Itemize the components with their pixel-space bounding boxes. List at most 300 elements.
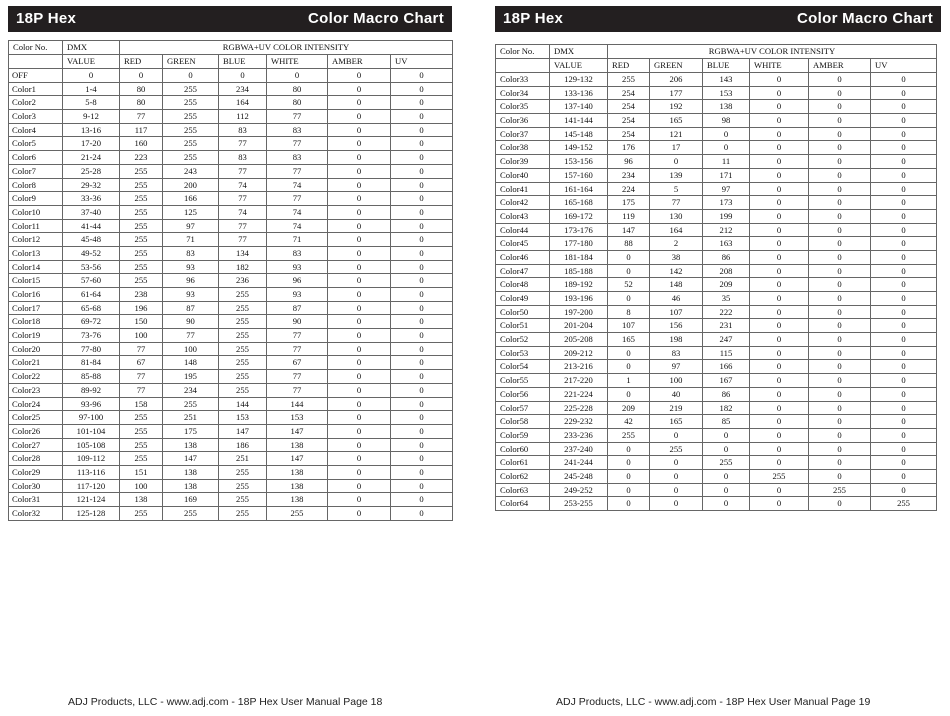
intensity-cell: 0 [871,428,937,442]
intensity-cell: 255 [163,82,219,96]
intensity-cell: 0 [750,346,809,360]
table-row [9,137,453,151]
dmx-range-cell: 57-60 [63,274,120,288]
intensity-cell: 0 [750,497,809,511]
intensity-cell: 0 [328,329,391,343]
color-name-cell: Color27 [9,438,63,452]
color-name-cell: Color47 [496,264,550,278]
intensity-cell: 255 [120,246,163,260]
color-macro-table [495,44,937,511]
intensity-cell: 255 [219,342,267,356]
table-row [9,315,453,329]
intensity-cell: 0 [871,141,937,155]
intensity-cell: 182 [219,260,267,274]
intensity-cell: 0 [750,86,809,100]
intensity-cell: 83 [219,123,267,137]
intensity-cell: 0 [871,114,937,128]
intensity-cell: 0 [391,493,453,507]
table-row [9,69,453,83]
intensity-cell: 0 [750,73,809,87]
color-name-cell: Color30 [9,479,63,493]
intensity-cell: 0 [809,73,871,87]
intensity-cell: 0 [328,465,391,479]
intensity-cell: 0 [328,288,391,302]
table-row [496,387,937,401]
color-name-cell: Color50 [496,305,550,319]
intensity-cell: 255 [219,329,267,343]
intensity-cell: 0 [750,250,809,264]
intensity-cell: 121 [650,127,703,141]
header-value: VALUE [550,59,608,73]
dmx-range-cell: 229-232 [550,415,608,429]
intensity-cell: 0 [328,164,391,178]
intensity-cell: 80 [120,82,163,96]
intensity-cell: 0 [391,383,453,397]
table-row [9,219,453,233]
intensity-cell: 0 [391,465,453,479]
intensity-cell: 0 [391,151,453,165]
intensity-cell: 0 [750,196,809,210]
dmx-range-cell: 45-48 [63,233,120,247]
dmx-range-cell: 29-32 [63,178,120,192]
intensity-cell: 77 [219,233,267,247]
intensity-cell: 255 [120,164,163,178]
table-row [496,346,937,360]
intensity-cell: 107 [650,305,703,319]
intensity-cell: 153 [703,86,750,100]
intensity-cell: 151 [120,465,163,479]
intensity-cell: 97 [650,360,703,374]
intensity-cell: 255 [163,96,219,110]
page-footer: ADJ Products, LLC - www.adj.com - 18P Hex User Manual Page 18 [68,696,383,708]
intensity-cell: 40 [650,387,703,401]
dmx-range-cell: 125-128 [63,507,120,521]
dmx-range-cell: 241-244 [550,456,608,470]
intensity-cell: 0 [391,260,453,274]
intensity-cell: 0 [608,346,650,360]
intensity-cell: 196 [120,301,163,315]
intensity-cell: 77 [219,137,267,151]
table-row [496,415,937,429]
intensity-cell: 138 [163,438,219,452]
intensity-cell: 0 [391,123,453,137]
intensity-cell: 0 [328,356,391,370]
dmx-range-cell: 17-20 [63,137,120,151]
intensity-cell: 192 [650,100,703,114]
section-title: Color Macro Chart [797,10,933,27]
intensity-cell: 0 [809,415,871,429]
header-row [496,45,937,59]
color-name-cell: Color34 [496,86,550,100]
intensity-cell: 96 [163,274,219,288]
table-row [9,96,453,110]
intensity-cell: 83 [267,246,328,260]
intensity-cell: 160 [120,137,163,151]
intensity-cell: 83 [267,123,328,137]
intensity-cell: 164 [219,96,267,110]
dmx-range-cell: 165-168 [550,196,608,210]
intensity-cell: 0 [750,223,809,237]
intensity-cell: 0 [328,397,391,411]
table-row [9,205,453,219]
dmx-range-cell: 13-16 [63,123,120,137]
intensity-cell: 255 [120,507,163,521]
dmx-range-cell: 33-36 [63,192,120,206]
intensity-cell: 0 [809,264,871,278]
intensity-cell: 147 [608,223,650,237]
color-name-cell: Color43 [496,209,550,223]
dmx-range-cell: 153-156 [550,155,608,169]
intensity-cell: 100 [163,342,219,356]
intensity-cell: 0 [750,100,809,114]
intensity-cell: 255 [120,274,163,288]
intensity-cell: 153 [219,411,267,425]
table-row [496,237,937,251]
dmx-range-cell: 145-148 [550,127,608,141]
color-name-cell: Color56 [496,387,550,401]
intensity-cell: 90 [163,315,219,329]
page-banner [495,6,941,32]
dmx-range-cell: 41-44 [63,219,120,233]
intensity-cell: 0 [608,456,650,470]
intensity-cell: 212 [703,223,750,237]
header-white: WHITE [267,55,328,69]
table-row [496,86,937,100]
color-name-cell: Color64 [496,497,550,511]
color-name-cell: Color49 [496,292,550,306]
color-name-cell: Color9 [9,192,63,206]
intensity-cell: 254 [608,100,650,114]
intensity-cell: 0 [328,219,391,233]
header-red: RED [120,55,163,69]
intensity-cell: 255 [219,383,267,397]
table-row [9,411,453,425]
intensity-cell: 255 [120,178,163,192]
dmx-range-cell: 81-84 [63,356,120,370]
intensity-cell: 0 [608,387,650,401]
intensity-cell: 0 [328,452,391,466]
product-title: 18P Hex [503,10,564,27]
intensity-cell: 88 [608,237,650,251]
intensity-cell: 0 [391,288,453,302]
intensity-cell: 0 [809,497,871,511]
intensity-cell: 77 [219,219,267,233]
table-row [496,374,937,388]
intensity-cell: 0 [650,497,703,511]
intensity-cell: 243 [163,164,219,178]
intensity-cell: 0 [750,127,809,141]
intensity-cell: 165 [650,114,703,128]
intensity-cell: 85 [703,415,750,429]
intensity-cell: 74 [267,205,328,219]
intensity-cell: 0 [809,250,871,264]
intensity-cell: 173 [703,196,750,210]
color-name-cell: Color13 [9,246,63,260]
intensity-cell: 0 [809,196,871,210]
intensity-cell: 224 [608,182,650,196]
intensity-cell: 100 [120,479,163,493]
color-name-cell: Color20 [9,342,63,356]
color-name-cell: Color41 [496,182,550,196]
intensity-cell: 74 [219,205,267,219]
dmx-range-cell: 105-108 [63,438,120,452]
intensity-cell: 83 [219,151,267,165]
intensity-cell: 0 [219,69,267,83]
dmx-range-cell: 245-248 [550,469,608,483]
intensity-cell: 0 [328,274,391,288]
table-row [496,127,937,141]
header-row [9,55,453,69]
intensity-cell: 0 [608,483,650,497]
intensity-cell: 77 [120,110,163,124]
intensity-cell: 0 [650,456,703,470]
intensity-cell: 0 [809,278,871,292]
intensity-cell: 0 [703,469,750,483]
table-row [496,264,937,278]
color-name-cell: Color60 [496,442,550,456]
color-name-cell: Color25 [9,411,63,425]
intensity-cell: 158 [120,397,163,411]
intensity-cell: 0 [871,456,937,470]
intensity-cell: 119 [608,209,650,223]
intensity-cell: 0 [871,264,937,278]
intensity-cell: 77 [267,342,328,356]
dmx-range-cell: 9-12 [63,110,120,124]
intensity-cell: 80 [267,96,328,110]
table-row [9,479,453,493]
intensity-cell: 0 [871,442,937,456]
intensity-cell: 255 [650,442,703,456]
intensity-cell: 77 [219,192,267,206]
intensity-cell: 255 [120,192,163,206]
color-name-cell: Color2 [9,96,63,110]
intensity-cell: 147 [163,452,219,466]
intensity-cell: 0 [328,383,391,397]
dmx-range-cell: 73-76 [63,329,120,343]
color-name-cell: Color26 [9,424,63,438]
intensity-cell: 0 [391,329,453,343]
intensity-cell: 255 [163,123,219,137]
table-row [9,493,453,507]
color-name-cell: Color36 [496,114,550,128]
intensity-cell: 0 [750,333,809,347]
intensity-cell: 177 [650,86,703,100]
color-name-cell: Color16 [9,288,63,302]
intensity-cell: 0 [391,246,453,260]
intensity-cell: 0 [750,305,809,319]
table-row [496,360,937,374]
intensity-cell: 0 [650,483,703,497]
intensity-cell: 93 [267,260,328,274]
intensity-cell: 166 [163,192,219,206]
intensity-cell: 0 [608,250,650,264]
header-red: RED [608,59,650,73]
intensity-cell: 142 [650,264,703,278]
intensity-cell: 0 [871,305,937,319]
intensity-cell: 0 [650,428,703,442]
dmx-range-cell: 65-68 [63,301,120,315]
dmx-range-cell: 189-192 [550,278,608,292]
intensity-cell: 255 [120,219,163,233]
table-row [9,452,453,466]
intensity-cell: 83 [650,346,703,360]
intensity-cell: 8 [608,305,650,319]
color-name-cell: Color32 [9,507,63,521]
table-row [9,301,453,315]
intensity-cell: 255 [120,424,163,438]
table-row [496,497,937,511]
intensity-cell: 0 [871,127,937,141]
dmx-range-cell: 113-116 [63,465,120,479]
color-name-cell: Color62 [496,469,550,483]
intensity-cell: 255 [163,397,219,411]
intensity-cell: 0 [871,319,937,333]
intensity-cell: 0 [163,69,219,83]
intensity-cell: 255 [809,483,871,497]
color-name-cell: Color61 [496,456,550,470]
intensity-cell: 0 [267,69,328,83]
dmx-range-cell: 237-240 [550,442,608,456]
intensity-cell: 0 [328,260,391,274]
intensity-cell: 0 [809,114,871,128]
intensity-cell: 77 [267,370,328,384]
intensity-cell: 0 [391,424,453,438]
intensity-cell: 195 [163,370,219,384]
intensity-cell: 97 [163,219,219,233]
intensity-cell: 0 [809,428,871,442]
dmx-range-cell: 0 [63,69,120,83]
intensity-cell: 77 [267,110,328,124]
intensity-cell: 0 [871,250,937,264]
table-row [496,469,937,483]
header-intensity-group: RGBWA+UV COLOR INTENSITY [120,41,453,55]
intensity-cell: 0 [809,127,871,141]
intensity-cell: 0 [391,315,453,329]
intensity-cell: 0 [809,401,871,415]
intensity-cell: 255 [120,411,163,425]
intensity-cell: 0 [750,401,809,415]
intensity-cell: 17 [650,141,703,155]
intensity-cell: 0 [809,292,871,306]
table-row [9,288,453,302]
table-body [9,41,453,521]
intensity-cell: 255 [267,507,328,521]
color-name-cell: Color8 [9,178,63,192]
intensity-cell: 175 [608,196,650,210]
intensity-cell: 80 [267,82,328,96]
intensity-cell: 182 [703,401,750,415]
intensity-cell: 0 [809,155,871,169]
intensity-cell: 144 [267,397,328,411]
table-row [9,397,453,411]
intensity-cell: 200 [163,178,219,192]
color-name-cell: Color63 [496,483,550,497]
dmx-range-cell: 225-228 [550,401,608,415]
table-row [496,141,937,155]
intensity-cell: 255 [219,356,267,370]
intensity-cell: 255 [219,493,267,507]
header-blue: BLUE [703,59,750,73]
intensity-cell: 0 [809,168,871,182]
intensity-cell: 0 [328,69,391,83]
intensity-cell: 0 [871,168,937,182]
intensity-cell: 0 [650,155,703,169]
intensity-cell: 147 [267,424,328,438]
intensity-cell: 0 [391,370,453,384]
intensity-cell: 74 [267,178,328,192]
intensity-cell: 0 [871,346,937,360]
intensity-cell: 0 [750,387,809,401]
table-row [9,438,453,452]
intensity-cell: 80 [120,96,163,110]
intensity-cell: 138 [703,100,750,114]
header-uv: UV [391,55,453,69]
intensity-cell: 0 [871,209,937,223]
intensity-cell: 38 [650,250,703,264]
color-name-cell: Color19 [9,329,63,343]
dmx-range-cell: 61-64 [63,288,120,302]
intensity-cell: 0 [608,442,650,456]
color-name-cell: Color33 [496,73,550,87]
header-intensity-group: RGBWA+UV COLOR INTENSITY [608,45,937,59]
intensity-cell: 67 [120,356,163,370]
color-name-cell: Color5 [9,137,63,151]
table-row [9,370,453,384]
dmx-range-cell: 185-188 [550,264,608,278]
intensity-cell: 186 [219,438,267,452]
intensity-cell: 46 [650,292,703,306]
dmx-range-cell: 37-40 [63,205,120,219]
dmx-range-cell: 221-224 [550,387,608,401]
intensity-cell: 0 [391,452,453,466]
intensity-cell: 0 [750,168,809,182]
dmx-range-cell: 201-204 [550,319,608,333]
intensity-cell: 0 [391,164,453,178]
color-name-cell: Color22 [9,370,63,384]
intensity-cell: 219 [650,401,703,415]
intensity-cell: 0 [871,292,937,306]
intensity-cell: 209 [608,401,650,415]
intensity-cell: 90 [267,315,328,329]
dmx-range-cell: 69-72 [63,315,120,329]
intensity-cell: 0 [391,192,453,206]
intensity-cell: 255 [608,428,650,442]
intensity-cell: 0 [871,333,937,347]
product-title: 18P Hex [16,10,77,27]
intensity-cell: 0 [750,415,809,429]
intensity-cell: 208 [703,264,750,278]
intensity-cell: 255 [163,137,219,151]
color-name-cell: Color18 [9,315,63,329]
intensity-cell: 0 [703,127,750,141]
intensity-cell: 96 [608,155,650,169]
intensity-cell: 77 [267,137,328,151]
intensity-cell: 0 [809,346,871,360]
table-row [496,333,937,347]
intensity-cell: 0 [871,155,937,169]
table-row [496,319,937,333]
intensity-cell: 0 [750,264,809,278]
table-row [496,305,937,319]
intensity-cell: 130 [650,209,703,223]
dmx-range-cell: 169-172 [550,209,608,223]
intensity-cell: 93 [163,260,219,274]
intensity-cell: 247 [703,333,750,347]
intensity-cell: 0 [809,86,871,100]
intensity-cell: 83 [163,246,219,260]
intensity-cell: 0 [871,387,937,401]
intensity-cell: 0 [328,493,391,507]
